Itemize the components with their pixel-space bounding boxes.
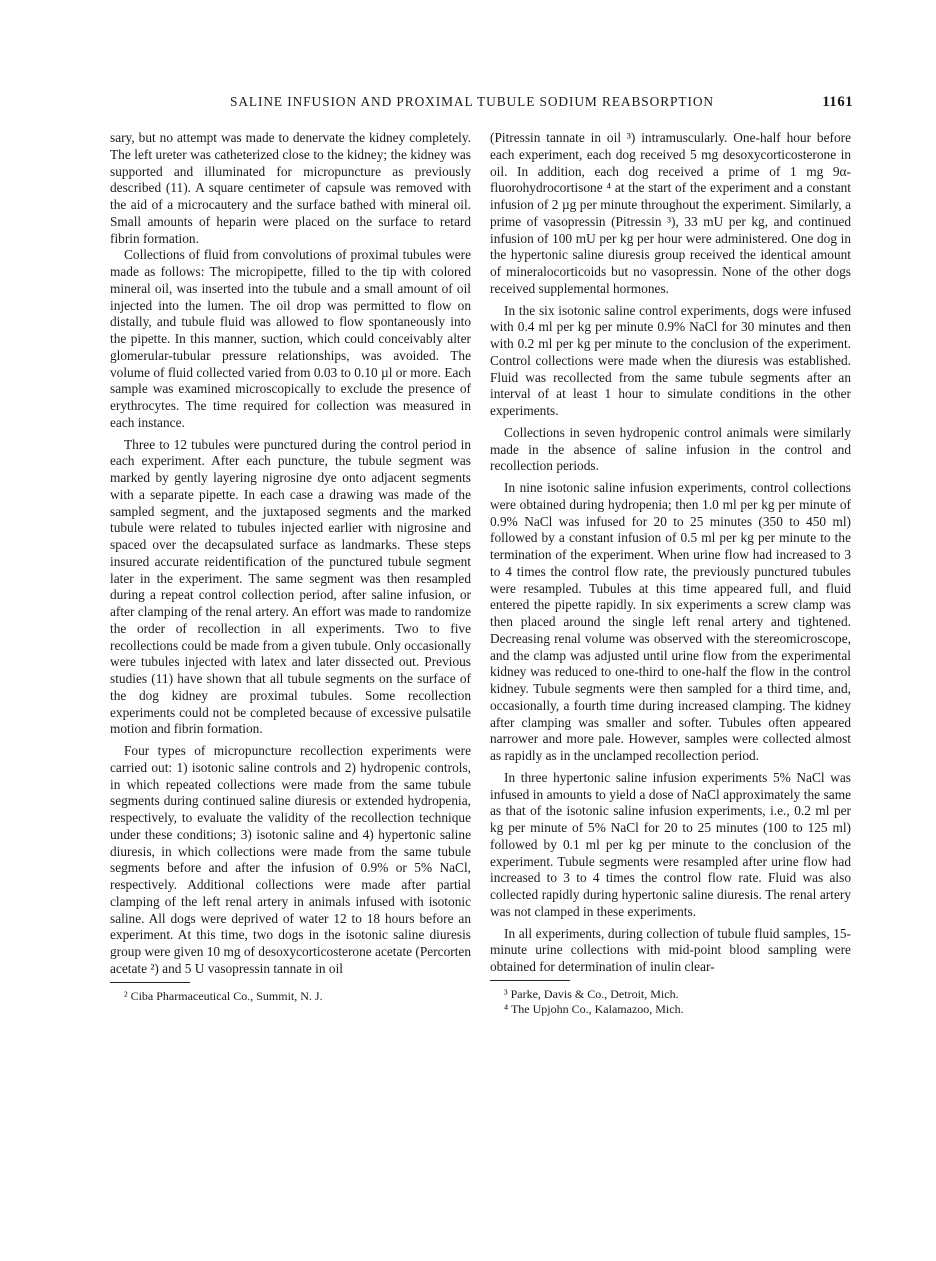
footnote: ³ Parke, Davis & Co., Detroit, Mich. [504, 986, 679, 1001]
paragraph: In all experiments, during collection of tubule fluid samples, 15-minute urine collections with mid-point blood sampling were obtained for determination of inulin clear- [490, 925, 851, 974]
paragraph: Collections in seven hydropenic control animals were similarly made in the absence of saline infusion in the control and recollection periods. [490, 424, 851, 474]
paragraph: Three to 12 tubules were punctured during the control period in each experiment. After each puncture, the tubule segment was marked by gently layering nigrosine dye onto adjacent segments with a separate pipette. In each case a drawing was made of the sampled segment, and the juxtaposed segments and the marked tubule were related to tubules injected earlier with nigrosine and spaced over the decapsulated surface as landmarks. These steps insured accurate reidentification of the punctured tubule segment later in the experiment. The same segment was then resampled during a repeat control collection period, after saline infusion, or after clamping of the renal artery. An effort was made to randomize the order of recollection in all experiments. Two to five recollections could be made from a given tubule. Only occasionally were tubules injected with latex and later dissected out. Previous studies (11) have shown that all tubule segments on the surface of the dog kidney are proximal tubules. Some recollection experiments could not be completed because of excessive pulsatile motion and fibrin formation. [110, 436, 471, 737]
footnote-rule [110, 982, 190, 983]
left-column [110, 130, 471, 1004]
paragraph: Four types of micropuncture recollection experiments were carried out: 1) isotonic saline controls and 2) hydropenic controls, in which repeated collections were made from the same tubule segments during continued saline diuresis or extended hydropenia, respectively, to evaluate the validity of the recollection technique under these conditions; 3) isotonic saline and 4) hypertonic saline diuresis, in which collections were made from the same tubule segments before and after the infusion of 0.9% or 5% NaCl, respectively. Additional collections were made after partial clamping of the left renal artery in animals infused with isotonic saline. All dogs were deprived of water 12 to 18 hours before an experiment. At this time, two dogs in the isotonic saline diuresis group were given 10 mg of desoxycorticosterone acetate (Percorten acetate ²) and 5 U vasopressin tannate in oil [110, 743, 471, 976]
running-header [108, 94, 853, 116]
page-number: 1161 [822, 94, 853, 110]
paragraph: (Pitressin tannate in oil ³) intramuscularly. One-half hour before each experiment, each dog received 5 mg desoxycorticosterone in oil. In addition, each dog received a prime of 1 mg 9α-fluorohydrocortisone ⁴ at the start of the experiment and a constant infusion of 2 µg per minute throughout the experiment. Similarly, a prime of vasopressin (Pitressin ³), 33 mU per kg, and continued infusion of 100 mU per kg per hour were administered. One dog in the hypertonic saline diuresis group received the identical amount of mineralocorticoids but no vasopressin. None of the other dogs received supplemental hormones. [490, 130, 851, 296]
paragraph: Collections of fluid from convolutions of proximal tubules were made as follows: The micropipette, filled to the tip with colored mineral oil, was inserted into the tubule and a small amount of oil injected into the lumen. The oil drop was permitted to flow on distally, and tubule fluid was allowed to flow spontaneously into the pipette. In this manner, suction, which could conceivably alter glomerular-tubular pressure relationships, was avoided. The volume of fluid collected varied from 0.03 to 0.10 µl or more. Each sample was examined microscopically to exclude the presence of erythrocytes. The time required for collection was measured in each instance. [110, 247, 471, 430]
running-title: SALINE INFUSION AND PROXIMAL TUBULE SODIUM REABSORPTION [230, 94, 714, 109]
right-column [490, 130, 851, 1018]
paragraph: In nine isotonic saline infusion experiments, control collections were obtained during hydropenia; then 1.0 ml per kg per minute of 0.9% NaCl was infused for 20 to 25 minutes (350 to 450 ml) followed by a constant infusion of 0.5 ml per kg per minute to the termination of the experiment. When urine flow had increased to 3 to 4 times the control flow rate, the previously punctured tubules were resampled. Tubules at this time appeared full, and fluid entered the pipette rapidly. In six experiments a screw clamp was then placed around the single left renal artery and tightened. Decreasing renal volume was observed with the stereomicroscope, and the clamp was adjusted until urine flow from the experimental kidney was reduced to one-third to one-half the flow in the control kidney. Tubule segments were then sampled for a third time, and, occasionally, a fourth time during increased clamping. The kidney after clamping was smaller and softer. Tubules often appeared narrower and more pale. However, samples were collected almost as rapidly as in the unclamped recollection period. [490, 480, 851, 763]
paragraph: sary, but no attempt was made to denervate the kidney completely. The left ureter was catheterized close to the kidney; the kidney was supported and illuminated for micropuncture as previously described (11). A square centimeter of capsule was removed with the aid of a microcautery and the surface bathed with mineral oil. Small amounts of heparin were placed on the surface to retard fibrin formation. [110, 130, 471, 246]
footnote: ² Ciba Pharmaceutical Co., Summit, N. J. [124, 988, 323, 1003]
footnote: ⁴ The Upjohn Co., Kalamazoo, Mich. [504, 1002, 684, 1017]
paragraph: In three hypertonic saline infusion experiments 5% NaCl was infused in amounts to yield a dose of NaCl approximately the same as that of the isotonic saline infusion experiments, i.e., 0.2 ml per kg per minute of 5% NaCl for 20 to 25 minutes (100 to 125 ml) followed by 0.1 ml per kg per minute to the conclusion of the experiment. Tubule segments were resampled after urine flow had increased to 3 to 4 times the control flow rate. Fluid was also collected rapidly during hypertonic saline diuresis. The renal artery was not clamped in these experiments. [490, 769, 851, 919]
paragraph: In the six isotonic saline control experiments, dogs were infused with 0.4 ml per kg per minute 0.9% NaCl for 30 minutes and then with 0.2 ml per kg per minute to the conclusion of the experiment. Control collections were made when the diuresis was established. Fluid was recollected from the same tubule segments after an interval of at least 1 hour to simulate conditions in the other experiments. [490, 302, 851, 418]
footnote-rule [490, 980, 570, 981]
